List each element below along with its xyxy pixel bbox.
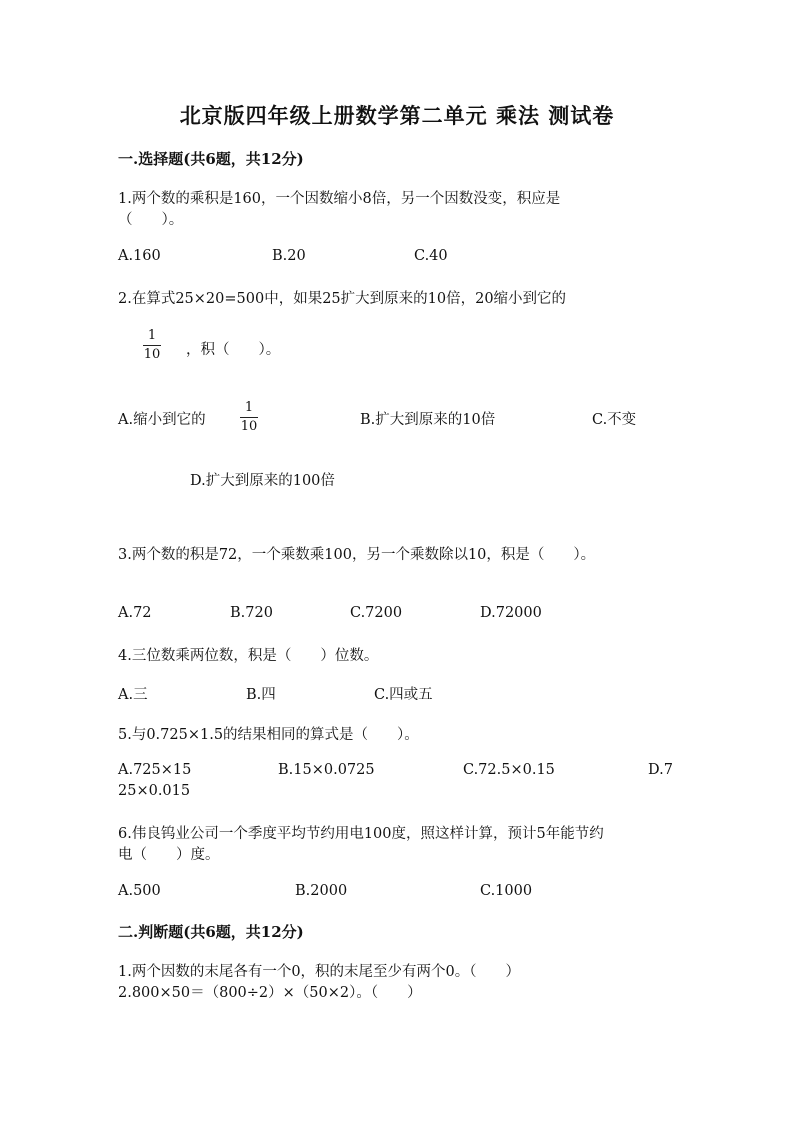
question-6-line1: 6.伟良钨业公司一个季度平均节约用电100度，照这样计算，预计5年能节约 bbox=[118, 826, 604, 842]
question-2-line1: 2.在算式25×20=500中，如果25扩大到原来的10倍，20缩小到它的 bbox=[118, 291, 567, 307]
judgement-item-2: 2.800×50＝（800÷2）×（50×2）。（ ） bbox=[118, 985, 422, 1001]
page-title: 北京版四年级上册数学第二单元 乘法 测试卷 bbox=[179, 103, 615, 128]
section-heading-choice: 一.选择题(共6题，共12分) bbox=[118, 150, 304, 168]
question-3-text: 3.两个数的积是72，一个乘数乘100，另一个乘数除以10，积是（ ）。 bbox=[118, 547, 596, 563]
fraction-numerator: 1 bbox=[147, 328, 157, 343]
question-1-option-b: B.20 bbox=[272, 248, 306, 264]
question-4-option-c: C.四或五 bbox=[374, 687, 433, 703]
question-5-option-c: C.72.5×0.15 bbox=[463, 762, 555, 778]
judgement-item-1: 1.两个因数的末尾各有一个0，积的末尾至少有两个0。（ ） bbox=[118, 964, 521, 980]
fraction-bar bbox=[143, 345, 161, 346]
fraction-bar bbox=[240, 417, 258, 418]
question-1-line1: 1.两个数的乘积是160，一个因数缩小8倍，另一个因数没变，积应是 bbox=[118, 191, 561, 207]
question-5-option-d: D.7 bbox=[648, 762, 673, 778]
question-3-option-a: A.72 bbox=[118, 605, 152, 621]
question-5-option-a: A.725×15 bbox=[118, 762, 192, 778]
question-6-option-b: B.2000 bbox=[295, 883, 348, 899]
question-1-option-a: A.160 bbox=[118, 248, 161, 264]
question-2-option-b: B.扩大到原来的10倍 bbox=[360, 412, 496, 428]
question-2-option-c: C.不变 bbox=[592, 412, 637, 428]
question-4-option-a: A.三 bbox=[118, 687, 148, 703]
fraction-numerator: 1 bbox=[244, 400, 254, 415]
question-2-fraction bbox=[143, 328, 161, 363]
question-1-line2: （ ）。 bbox=[118, 212, 184, 228]
section-heading-judgement: 二.判断题(共6题，共12分) bbox=[118, 923, 304, 941]
fraction-denominator: 10 bbox=[143, 347, 161, 362]
fraction-denominator: 10 bbox=[240, 419, 258, 434]
question-4-option-b: B.四 bbox=[246, 687, 276, 703]
question-2-option-a-fraction bbox=[240, 400, 258, 435]
question-4-text: 4.三位数乘两位数，积是（ ）位数。 bbox=[118, 648, 379, 664]
question-5-option-b: B.15×0.0725 bbox=[278, 762, 375, 778]
question-1-option-c: C.40 bbox=[414, 248, 448, 264]
question-5-option-d-wrap: 25×0.015 bbox=[118, 783, 191, 799]
question-5-text: 5.与0.725×1.5的结果相同的算式是（ ）。 bbox=[118, 727, 419, 743]
question-2-option-d: D.扩大到原来的100倍 bbox=[190, 473, 335, 489]
question-3-option-d: D.72000 bbox=[480, 605, 542, 621]
question-2-tail: ，积（ ）。 bbox=[186, 342, 281, 358]
question-6-line2: 电（ ）度。 bbox=[118, 847, 220, 863]
question-3-option-c: C.7200 bbox=[350, 605, 403, 621]
question-3-option-b: B.720 bbox=[230, 605, 273, 621]
question-2-option-a: A.缩小到它的 bbox=[118, 412, 206, 428]
question-6-option-a: A.500 bbox=[118, 883, 161, 899]
question-6-option-c: C.1000 bbox=[480, 883, 533, 899]
